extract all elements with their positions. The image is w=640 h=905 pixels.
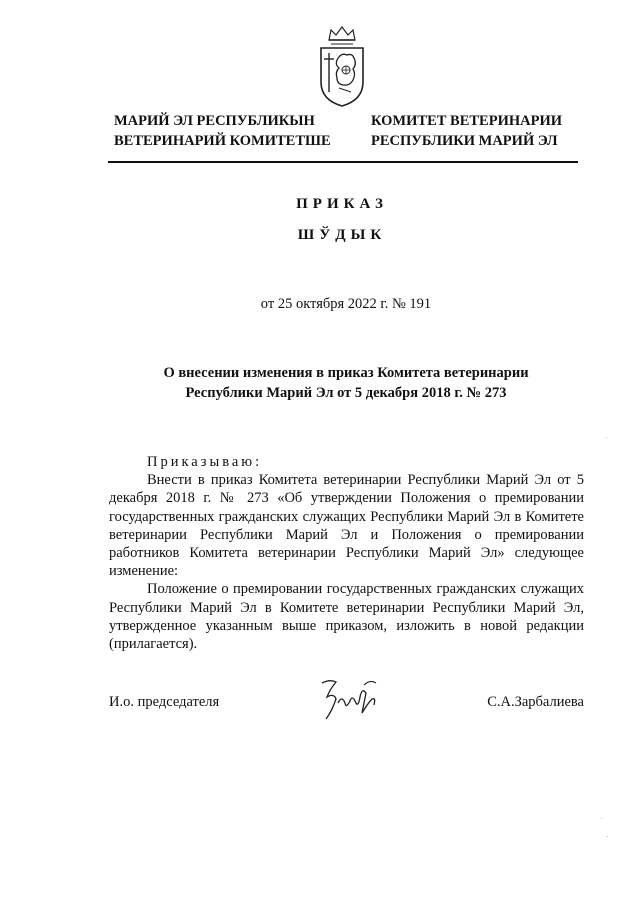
subject-line2: Республики Марий Эл от 5 декабря 2018 г. № 273 (185, 385, 507, 401)
header-divider (108, 161, 578, 163)
scan-speck (607, 836, 608, 837)
issuer-mari-line1: МАРИЙ ЭЛ РЕСПУБЛИКЫН (114, 113, 315, 129)
issuer-name-mari (114, 111, 331, 151)
handwritten-signature (318, 673, 380, 725)
order-date-number: от 25 октября 2022 г. № 191 (260, 296, 432, 312)
body-paragraph-2: Положение о премировании государственных гражданских служащих Республики Марий Эл в Комитете ветеринарии Республики Марий Эл, утвержденное указанным выше приказом, изложить в новой редакции (прилагается). (109, 581, 584, 653)
document-title-ru: ПРИКАЗ (296, 196, 388, 212)
order-subject (108, 363, 584, 403)
issuer-ru-line2: РЕСПУБЛИКИ МАРИЙ ЭЛ (371, 133, 558, 149)
order-body (109, 453, 584, 653)
body-paragraph-1: Внести в приказ Комитета ветеринарии Республики Марий Эл от 5 декабря 2018 г. № 273 «Об утверждении Положения о премировании государственных гражданских служащих Республики Марий Эл в Комитете ветеринарии Республики Марий Эл и Положения о премировании работников Комитета ветеринарии Республики Марий Эл» следующее изменение: (109, 472, 584, 580)
subject-line1: О внесении изменения в приказ Комитета ветеринарии (163, 365, 529, 381)
document-title-mari: ШЎДЫК (297, 227, 387, 243)
signatory-position: И.о. председателя (109, 694, 220, 710)
issuer-name-russian (371, 111, 562, 151)
coat-of-arms-emblem (315, 22, 369, 108)
signatory-name: С.А.Зарбалиева (487, 694, 584, 710)
issuer-mari-line2: ВЕТЕРИНАРИЙ КОМИТЕТШЕ (114, 133, 331, 149)
decree-word: Приказываю: (147, 454, 263, 470)
scan-speck (606, 437, 607, 438)
scan-speck (601, 818, 602, 819)
issuer-ru-line1: КОМИТЕТ ВЕТЕРИНАРИИ (371, 113, 563, 129)
